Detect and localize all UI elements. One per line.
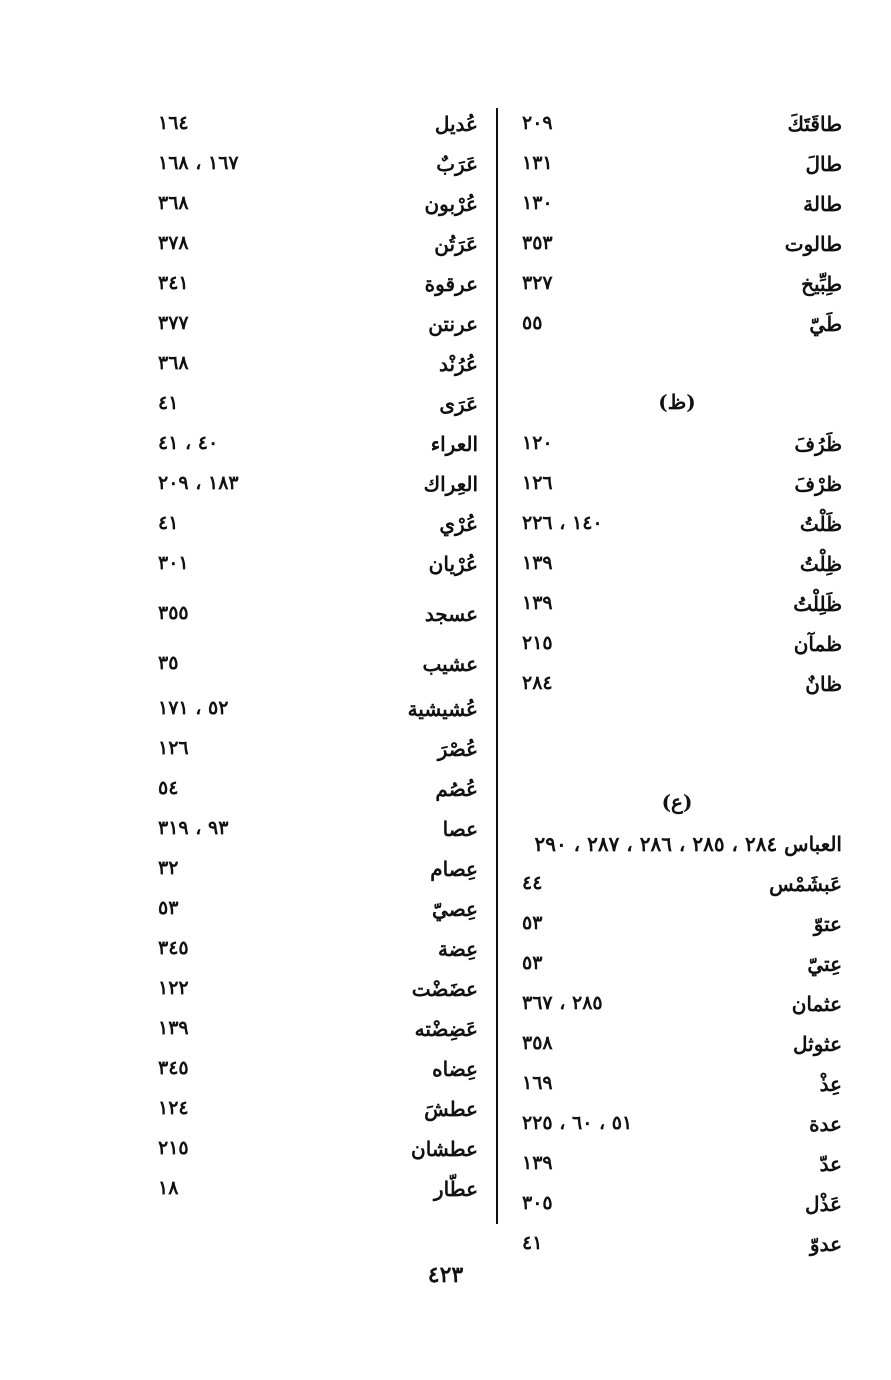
index-entry — [148, 546, 478, 596]
entry-word: عدّ — [819, 1152, 842, 1176]
entry-word: ظمآن — [793, 632, 842, 656]
index-entry — [148, 506, 478, 546]
entry-page-refs: ٥٥ — [522, 312, 543, 334]
entry-word: العباس ٢٨٤ ، ٢٨٥ ، ٢٨٦ ، ٢٨٧ ، ٢٩٠ — [534, 832, 842, 856]
entry-word: طالة — [803, 192, 842, 216]
entry-page-refs: ٤١ — [522, 1232, 543, 1254]
entry-page-refs: ٣٧٨ — [158, 232, 189, 254]
entry-page-refs: ٢١٥ — [522, 632, 553, 654]
index-entry — [512, 1066, 842, 1106]
entry-word: عَذْل — [805, 1192, 842, 1216]
entry-page-refs: ٤٠ ، ٤١ — [158, 432, 219, 454]
entry-page-refs: ٣٥٣ — [522, 232, 553, 254]
entry-page-refs: ١٦٩ — [522, 1072, 553, 1094]
index-entry — [148, 226, 478, 266]
section-header — [512, 386, 842, 426]
column-divider — [496, 108, 498, 1224]
index-entry — [148, 691, 478, 731]
entry-page-refs: ١٣١ — [522, 152, 553, 174]
entry-page-refs: ١٣٩ — [522, 592, 553, 614]
index-entry — [512, 1106, 842, 1146]
entry-word: عتوّ — [813, 912, 842, 936]
entry-page-refs: ١٢٦ — [522, 472, 553, 494]
index-entry — [512, 946, 842, 986]
entry-word: عُرْبون — [424, 192, 478, 216]
index-entry — [512, 626, 842, 666]
entry-word: عطشان — [411, 1137, 478, 1161]
entry-page-refs: ٣٤٥ — [158, 937, 189, 959]
entry-word: عطشَ — [424, 1097, 478, 1121]
index-entry — [148, 346, 478, 386]
entry-word: عصا — [442, 817, 478, 841]
entry-page-refs: ٥٢ ، ١٧١ — [158, 697, 229, 719]
entry-word: طاقَتَكَ — [787, 112, 842, 136]
index-entry — [512, 866, 842, 906]
entry-page-refs: ١٢٤ — [158, 1097, 189, 1119]
entry-page-refs: ١٢٠ — [522, 432, 553, 454]
entry-page-refs: ٣٢ — [158, 857, 179, 879]
index-entry — [512, 1146, 842, 1186]
index-entry — [148, 971, 478, 1011]
entry-page-refs: ١٢٦ — [158, 737, 189, 759]
index-entry — [512, 1026, 842, 1066]
entry-word: عرقوة — [424, 272, 478, 296]
index-entry — [148, 851, 478, 891]
index-entry — [512, 1186, 842, 1226]
entry-page-refs: ٣٥٥ — [158, 602, 189, 624]
blank-row — [512, 346, 842, 386]
index-entry — [148, 1011, 478, 1051]
entry-page-refs: ٥٤ — [158, 777, 179, 799]
index-entry — [512, 986, 842, 1026]
entry-word: طالوت — [784, 232, 842, 256]
index-entry — [512, 546, 842, 586]
entry-word: عَرَبٌ — [436, 152, 478, 176]
entry-page-refs: ١٦٧ ، ١٦٨ — [158, 152, 239, 174]
index-entry — [148, 731, 478, 771]
entry-word: عَرَتُن — [434, 232, 478, 256]
index-entry — [148, 811, 478, 851]
index-entry — [148, 1131, 478, 1171]
entry-page-refs: ٢٨٥ ، ٣٦٧ — [522, 992, 603, 1014]
entry-word: عَضِضْته — [414, 1017, 478, 1041]
blank-row — [512, 746, 842, 786]
index-entry — [512, 146, 842, 186]
entry-word: ظَلْتُ — [799, 512, 842, 536]
entry-page-refs: ٤٤ — [522, 872, 543, 894]
entry-page-refs: ٩٣ ، ٣١٩ — [158, 817, 229, 839]
entry-page-refs: ٣٢٧ — [522, 272, 553, 294]
entry-word: عدة — [809, 1112, 842, 1136]
index-entry — [148, 146, 478, 186]
entry-word: عُصْرَ — [437, 737, 478, 761]
index-entry — [148, 931, 478, 971]
entry-page-refs: ٥٣ — [522, 952, 543, 974]
index-entry — [148, 891, 478, 931]
entry-page-refs: ١٦٤ — [158, 112, 189, 134]
entry-word: عُصُم — [435, 777, 478, 801]
entry-page-refs: ١٣٩ — [522, 1152, 553, 1174]
entry-page-refs: ١٤٠ ، ٢٢٦ — [522, 512, 603, 534]
entry-page-refs: ٥٣ — [158, 897, 179, 919]
entry-word: طَيّ — [809, 312, 842, 336]
entry-page-refs: ٣٥٨ — [522, 1032, 553, 1054]
entry-word: عضَضْت — [411, 977, 478, 1001]
entry-word: عسجد — [424, 602, 478, 626]
entry-word: عدوّ — [809, 1232, 842, 1256]
entry-word: عثمان — [791, 992, 842, 1016]
entry-word: ظانٌ — [805, 672, 842, 696]
entry-word: ظَرُفَ — [794, 432, 842, 456]
entry-word: العِراك — [423, 472, 478, 496]
entry-page-refs: ٢١٥ — [158, 1137, 189, 1159]
index-entry — [512, 906, 842, 946]
index-entry — [512, 426, 842, 466]
entry-word: عطّار — [433, 1177, 478, 1201]
entry-word: عِصام — [430, 857, 478, 881]
index-entry — [148, 186, 478, 226]
entry-word: ظِلْتُ — [799, 552, 842, 576]
index-entry — [512, 826, 842, 866]
entry-page-refs: ٢٨٤ — [522, 672, 553, 694]
entry-page-refs: ١٣٠ — [522, 192, 553, 214]
index-entry — [512, 306, 842, 346]
entry-page-refs: ٣٠١ — [158, 552, 189, 574]
index-entry — [512, 506, 842, 546]
entry-page-refs: ٣٤١ — [158, 272, 189, 294]
entry-word: عُرْي — [439, 512, 478, 536]
entry-word: عُرْيان — [428, 552, 478, 576]
index-entry — [148, 646, 478, 691]
entry-page-refs: ٤١ — [158, 512, 179, 534]
index-entry — [148, 1051, 478, 1091]
entry-page-refs: ١٢٢ — [158, 977, 189, 999]
entry-page-refs: ٥٣ — [522, 912, 543, 934]
index-entry — [148, 1091, 478, 1131]
index-entry — [512, 466, 842, 506]
entry-page-refs: ٣٦٨ — [158, 192, 189, 214]
section-letter: (ظ) — [658, 390, 696, 414]
index-entry — [148, 466, 478, 506]
index-entry — [512, 186, 842, 226]
index-entry — [148, 386, 478, 426]
entry-page-refs: ٣٥ — [158, 652, 179, 674]
entry-word: عَبشَمْس — [769, 872, 842, 896]
entry-word: عِذْ — [819, 1072, 842, 1096]
index-entry — [512, 106, 842, 146]
entry-page-refs: ١٣٩ — [158, 1017, 189, 1039]
entry-word: عرنتن — [428, 312, 478, 336]
entry-page-refs: ١٣٩ — [522, 552, 553, 574]
entry-word: عثوثل — [792, 1032, 842, 1056]
entry-word: عِتيّ — [807, 952, 842, 976]
entry-word: طِبِّيخ — [801, 272, 842, 296]
section-header — [512, 786, 842, 826]
entry-word: طالَ — [805, 152, 842, 176]
index-entry — [148, 426, 478, 466]
index-entry — [148, 596, 478, 646]
index-entry — [512, 666, 842, 706]
index-column-right — [512, 106, 842, 1266]
entry-word: عشيب — [422, 652, 478, 676]
index-entry — [512, 226, 842, 266]
entry-page-refs: ٤١ — [158, 392, 179, 414]
entry-word: عَرَى — [439, 392, 478, 416]
section-letter: (ع) — [661, 790, 693, 814]
entry-word: عُديل — [434, 112, 478, 136]
blank-row — [512, 706, 842, 746]
entry-word: عِضة — [438, 937, 478, 961]
entry-page-refs: ٣٤٥ — [158, 1057, 189, 1079]
index-entry — [512, 586, 842, 626]
index-entry — [148, 771, 478, 811]
entry-page-refs: ٣٦٨ — [158, 352, 189, 374]
index-entry — [148, 1171, 478, 1211]
entry-word: العراء — [430, 432, 478, 456]
index-entry — [512, 1226, 842, 1266]
index-entry — [512, 266, 842, 306]
index-entry — [148, 106, 478, 146]
index-column-left — [148, 106, 478, 1211]
entry-word: عُرُنْد — [438, 352, 478, 376]
entry-page-refs: ٢٠٩ — [522, 112, 553, 134]
page-number: ٤٢٣ — [427, 1262, 464, 1288]
entry-page-refs: ١٨ — [158, 1177, 179, 1199]
entry-word: عِضاه — [432, 1057, 478, 1081]
entry-page-refs: ١٨٣ ، ٢٠٩ — [158, 472, 239, 494]
entry-page-refs: ٣٠٥ — [522, 1192, 553, 1214]
entry-page-refs: ٥١ ، ٦٠ ، ٢٢٥ — [522, 1112, 633, 1134]
index-entry — [148, 306, 478, 346]
entry-word: عِصيّ — [432, 897, 478, 921]
index-entry — [148, 266, 478, 306]
entry-word: ظَلِلْتُ — [793, 592, 842, 616]
entry-word: ظرْفَ — [794, 472, 842, 496]
entry-page-refs: ٣٧٧ — [158, 312, 189, 334]
entry-word: عُشيشية — [407, 697, 478, 721]
